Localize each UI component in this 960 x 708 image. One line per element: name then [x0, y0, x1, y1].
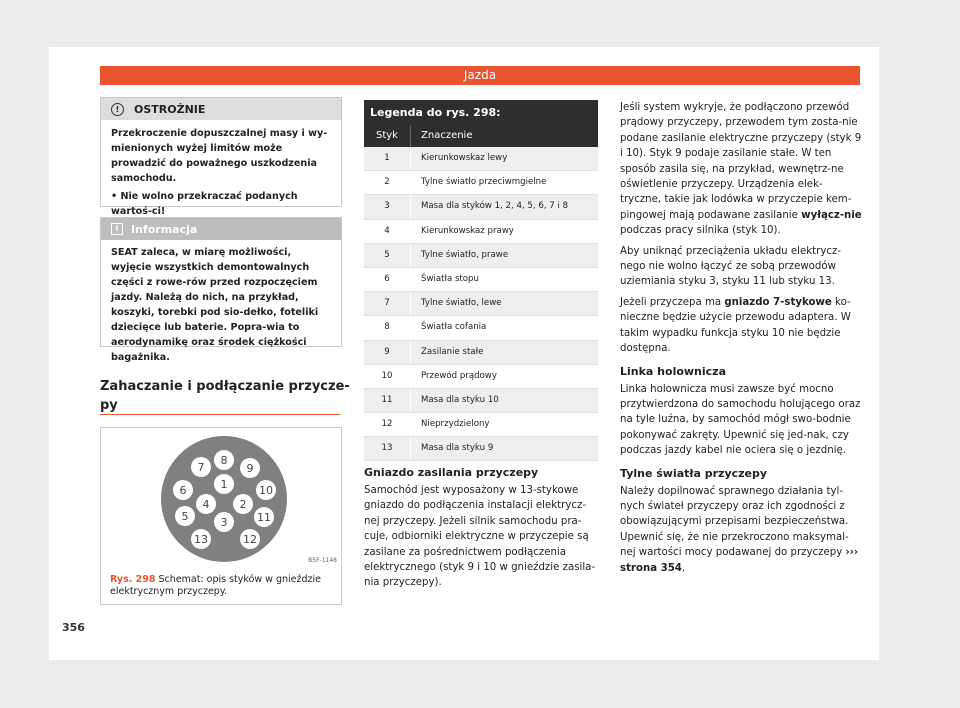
socket-diagram	[111, 432, 337, 562]
page-reference-link[interactable]: ››› strona 354	[620, 547, 859, 574]
table-row	[364, 220, 598, 244]
pin-meaning: Zasilanie stałe	[410, 341, 598, 364]
pin-meaning: Tylne światło, lewe	[410, 292, 598, 315]
right-column	[620, 100, 862, 581]
legend-rows	[364, 147, 598, 461]
pin-number: 3	[384, 201, 390, 212]
info-title: Informacja	[131, 222, 198, 236]
table-row	[364, 244, 598, 268]
paragraph-text: Należy dopilnować sprawnego działania tyl-nych świateł przyczepy oraz ich zgodności z obowiązującymi przepisami bezpieczeństwa. Upewnić się, że nie przekroczono maksymal-nej wartości mocy podawanej do przyczepy	[620, 485, 849, 559]
paragraph-trailer-lights	[620, 484, 862, 576]
pin-label: 7	[197, 461, 205, 474]
heading-trailer-lights: Tylne światła przyczepy	[620, 466, 768, 480]
warning-body	[101, 120, 341, 219]
paragraph-text: Jeśli system wykryje, że podłączono przewód prądowy przyczepy, przewodem tym zosta-nie podane zasilanie elektryczne przyczepy (styk 9 i 10). Styk 9 podaje zasilanie stałe. W ten sposób zasila się, na przykład, wewnętrz-ne oświetlenie przyczepy. Urządzenia elek-tryczne, takie jak lodówka w przyczepie kem-pingowej mają podawane zasilanie	[620, 102, 862, 221]
warning-header	[101, 98, 341, 120]
legend-header-row	[364, 125, 598, 147]
legend-title: Legenda do rys. 298:	[364, 100, 598, 125]
paragraph-power-cable	[620, 100, 862, 239]
pin-number: 12	[381, 419, 393, 430]
pin-number: 4	[384, 225, 390, 236]
power-socket-heading: Gniazdo zasilania przyczepy	[364, 466, 539, 479]
table-row	[364, 413, 598, 437]
pin-number: 1	[384, 153, 390, 163]
paragraph-text: Jeżeli przyczepa ma	[620, 296, 725, 308]
pin-label: 6	[179, 484, 187, 497]
paragraph-tow-cable: Linka holownicza musi zawsze być mocno przytwierdzona do samochodu holującego oraz na tyle luźna, by samochód mógł swo-bodnie pokonywać zakręty. Upewnić się jed-nak, czy podczas jazdy kabel nie ociera się o jezdnię.	[620, 383, 861, 457]
emphasis-text: wyłącz-nie	[801, 209, 862, 221]
pin-meaning: Tylne światło przeciwmgielne	[410, 171, 598, 194]
power-socket-text: Samochód jest wyposażony w 13-stykowe gniazdo do podłączenia instalacji elektrycz-nej przyczepy. Jeżeli silnik samochodu pra-cuje, odbiorniki elektryczne w przyczepie są zasilane za pośrednictwem podłączenia elektrycznego (styk 9 i 10 w gnieździe zasila-nia przyczepy).	[364, 485, 596, 589]
pin-meaning: Tylne światło, prawe	[410, 244, 598, 267]
section-divider	[100, 414, 340, 415]
pin-number: 9	[384, 346, 390, 357]
pin-label: 5	[181, 510, 189, 523]
table-row	[364, 365, 598, 389]
paragraph-text: podczas pracy silnika (styk 10).	[620, 225, 781, 237]
pin-number: 6	[384, 273, 390, 284]
paragraph-7-pin	[620, 295, 862, 357]
emphasis-text: gniazdo 7-stykowe	[724, 296, 832, 308]
chapter-header: Jazda	[100, 66, 860, 85]
pin-label: 11	[257, 511, 271, 524]
heading-tow-cable: Linka holownicza	[620, 364, 727, 378]
pin-label: 1	[220, 478, 228, 491]
power-socket-section	[364, 466, 600, 596]
paragraph-text: ko-nieczne będzie użycie przewodu adaptera. W takim wypadku funkcja styku 10 nie będzie dostępna.	[620, 296, 851, 355]
pin-label: 8	[220, 454, 228, 467]
warning-bullet-text: Nie wolno przekraczać podanych wartoś-ci!	[111, 191, 298, 217]
warning-text: Przekroczenie dopuszczalnej masy i wy-mienionych wyżej limitów może prowadzić do poważnego uszkodzenia samochodu.	[111, 128, 328, 184]
table-row	[364, 341, 598, 365]
pin-meaning: Masa dla styku 10	[410, 389, 598, 412]
info-icon: i	[111, 223, 123, 235]
pin-meaning: Masa dla styku 9	[410, 437, 598, 460]
column-header-pin: Styk	[376, 130, 398, 141]
pin-label: 12	[243, 533, 257, 546]
figure-caption	[110, 574, 335, 598]
page-number: 356	[62, 621, 85, 634]
pin-number: 5	[384, 249, 390, 260]
pin-label: 9	[246, 462, 254, 475]
pin-meaning: Masa dla styków 1, 2, 4, 5, 6, 7 i 8	[410, 195, 598, 218]
pin-number: 10	[381, 370, 393, 381]
pin-meaning: Światła stopu	[410, 268, 598, 291]
pin-number: 11	[381, 394, 393, 405]
section-title: Zahaczanie i podłączanie przycze-py	[100, 379, 350, 413]
exclamation-circle-icon: !	[111, 103, 124, 116]
warning-bullet: • Nie wolno przekraczać podanych wartoś-ci!	[111, 191, 298, 217]
table-row	[364, 389, 598, 413]
info-box	[100, 217, 342, 363]
pin-label: 4	[202, 498, 210, 511]
paragraph-text: .	[681, 562, 686, 574]
pin-meaning: Kierunkowskaz lewy	[410, 147, 598, 170]
figure-code: B5F-1148	[308, 557, 337, 564]
pin-number: 8	[384, 322, 390, 333]
info-header	[101, 218, 341, 240]
table-row	[364, 195, 598, 219]
table-row	[364, 171, 598, 195]
warning-box	[100, 97, 342, 217]
paragraph-ground-wires: Aby uniknąć przeciążenia układu elektrycz-nego nie wolno łączyć ze sobą przewodów uziemiania styku 3, styku 11 lub styku 13.	[620, 245, 841, 288]
legend-table	[364, 100, 598, 461]
table-row	[364, 437, 598, 461]
pin-number: 13	[381, 443, 393, 454]
column-header-meaning: Znaczenie	[410, 125, 598, 147]
pin-label: 13	[194, 533, 208, 546]
info-text: SEAT zaleca, w miarę możliwości, wyjęcie wszystkich demontowalnych części z rowe-rów przed rozpoczęciem jazdy. Należą do nich, na przykład, koszyki, torebki pod sio-dełko, foteliki dziecięce lub baterie. Popra-wia to aerodynamikę oraz środek ciężkości bagażnika.	[111, 247, 319, 363]
pin-meaning: Kierunkowskaz prawy	[410, 220, 598, 243]
pin-label: 3	[220, 516, 228, 529]
table-row	[364, 147, 598, 171]
warning-title: OSTROŻNIE	[134, 102, 206, 116]
table-row	[364, 316, 598, 340]
pin-number: 7	[384, 298, 390, 309]
pin-meaning: Przewód prądowy	[410, 365, 598, 388]
pin-label: 10	[259, 484, 273, 497]
table-row	[364, 292, 598, 316]
table-row	[364, 268, 598, 292]
pin-label: 2	[239, 498, 247, 511]
figure-number: Rys. 298	[110, 574, 156, 585]
figure-caption-text: Schemat: opis styków w gnieździe elektrycznym przyczepy.	[110, 574, 321, 597]
pin-meaning: Nieprzydzielony	[410, 413, 598, 436]
pin-number: 2	[384, 177, 390, 188]
figure	[100, 427, 342, 605]
pin-meaning: Światła cofania	[410, 316, 598, 339]
socket-svg	[111, 432, 337, 562]
